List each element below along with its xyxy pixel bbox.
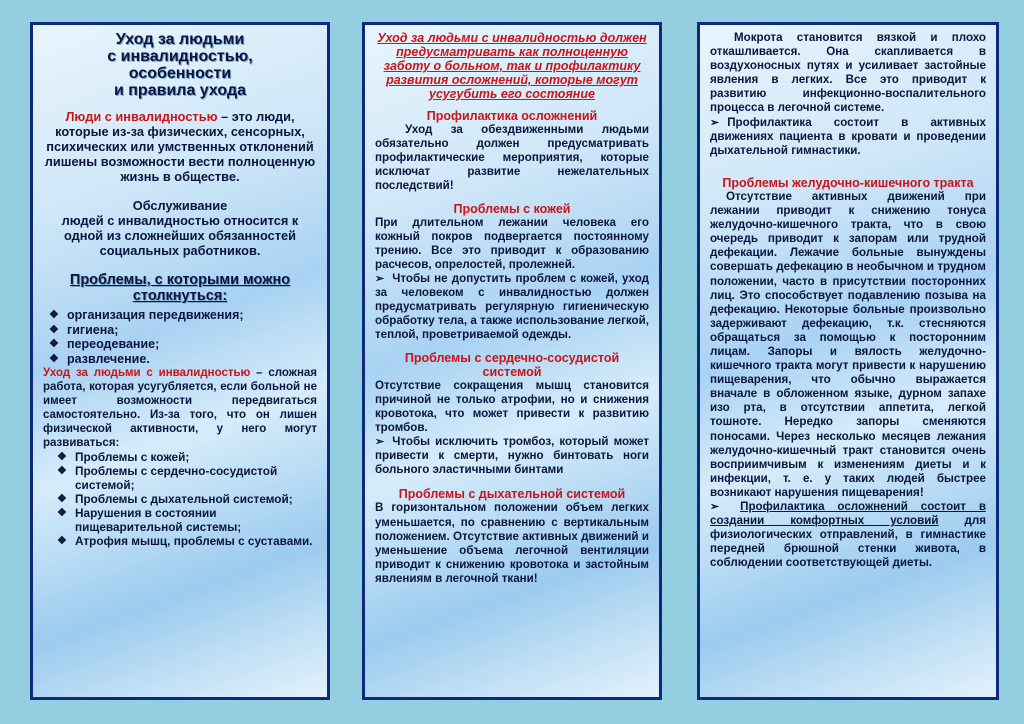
- intro-paragraph: [43, 109, 317, 184]
- panel-left: [30, 22, 330, 700]
- problems-heading: Проблемы, с которыми можно столкнуться:: [69, 272, 291, 304]
- list-item: ❖ развлечение.: [43, 352, 317, 367]
- section-text: Уход за обездвиженными людьми обязательно должен предусматривать профилактические мероприятия, которые исключат развитие нежелательных последствий!: [375, 123, 649, 193]
- service-paragraph: Обслуживание людей с инвалидностью относится к одной из сложнейших обязанностей социальных работников.: [61, 198, 299, 258]
- section-title: Проблемы с дыхательной системой: [398, 487, 626, 502]
- intro-highlight: Люди с инвалидностью: [65, 109, 218, 124]
- section-text: Отсутствие сокращения мышц становится причиной не только атрофии, но и снижения кровотока, что может привести к развитию тромбов.: [375, 378, 649, 434]
- panel-right: [697, 22, 999, 700]
- prevention-text: для физиологических отправлений, в гимнастике передней брюшной стенки живота, в соблюдении соответствующей диеты.: [710, 514, 986, 570]
- section-title: Проблемы с сердечно-сосудистой системой: [404, 350, 620, 379]
- prevention-highlight: Профилактика осложнений состоит в создании комфортных условий: [710, 500, 986, 528]
- lead-text: Уход за людьми с инвалидностью должен предусматривать как полноценную заботу о больном, так и профилактику развития осложнений, которые могут усугубить его состояние: [377, 31, 647, 101]
- section-title: Проблемы с кожей: [453, 201, 571, 216]
- care-paragraph: [43, 366, 317, 450]
- sputum-paragraph: Мокрота становится вязкой и плохо откашливается. Она скапливается в воздухоносных путях и усиливает застойные явления в легких. Все это приводит к развитию инфекционно-воспалительного процесса в легочной системе.: [710, 31, 986, 115]
- list-item: ❖ Проблемы с сердечно-сосудистой системой;: [43, 464, 317, 492]
- list-item: ❖ Проблемы с кожей;: [43, 450, 317, 464]
- section-bullet: ➢ Чтобы исключить тромбоз, который может привести к смерти, нужно бинтовать ноги больного эластичными бинтами: [375, 435, 649, 477]
- intro-text: – это люди, которые из-за физических, сенсорных, психических или умственных отклонений лишены возможности вести полноценную жизнь в обществе.: [44, 109, 316, 184]
- problems-list: [43, 308, 317, 366]
- list-item: ❖ гигиена;: [43, 323, 317, 338]
- list-item: ❖ Нарушения в состоянии пищеварительной системы;: [43, 506, 317, 534]
- section-title: Профилактика осложнений: [426, 109, 598, 123]
- list-item: ❖ Атрофия мышц, проблемы с суставами.: [43, 534, 317, 548]
- brochure-title: Уход за людьми с инвалидностью, особенности и правила ухода: [107, 31, 253, 99]
- care-highlight: Уход за людьми с инвалидностью: [43, 367, 251, 380]
- list-item: ❖ организация передвижения;: [43, 308, 317, 323]
- section-text: В горизонтальном положении объем легких уменьшается, по сравнению с вертикальным положением. Отсутствие активных движений и уменьшение объема легочной вентиляции приводит к снижению кровотока и застойным явлениям в легочной ткани!: [375, 501, 649, 585]
- list-item: ❖ Проблемы с дыхательной системой;: [43, 492, 317, 506]
- section-text: При длительном лежании человека его кожный покров подвергается постоянному трению. Все это приводит к образованию расчесов, опрелостей, пролежней.: [375, 215, 649, 271]
- section-title: Проблемы желудочно-кишечного тракта: [722, 175, 974, 190]
- care-text: – сложная работа, которая усугубляется, если больной не имеет возможности передвигаться самостоятельно. Из-за того, что он лишен физической активности, у него могут развиваться:: [43, 367, 317, 450]
- section-text: Отсутствие активных движений при лежании приводит к снижению тонуса желудочно-кишечного тракта, что в свою очередь приводит к запорам или трудной дефекации. Лежачие больные вынуждены совершать дефекацию в необычном и трудном положении, часто в присутствии посторонних лиц. Это способствует подавлению позыва на дефекацию. Некоторые больные произвольно задерживают дефекацию, т.к. стесняются обращаться за помощью к посторонним лицам. Запоры и вялость желудочно-кишечного тракта могут привести к нарушению пищеварения, что обычно выражается вначале в обложенном языке, дурном запахе изо рта, в отсутствии аппетита, легкой тошноте. Нередко запоры сменяются поносами. Через несколько месяцев лежания желудочно-кишечный тракт становится очень восприимчивым к изменениям диеты и к инфекции, т. е. у таких людей быстрее возникают нарушения пищеварения!: [710, 189, 986, 499]
- section-bullet: [710, 500, 986, 570]
- section-bullet: ➢ Профилактика состоит в активных движениях пациента в кровати и проведении дыхательной гимнастики.: [710, 116, 986, 158]
- conditions-list: [43, 450, 317, 548]
- section-bullet: ➢ Чтобы не допустить проблем с кожей, уход за человеком с инвалидностью должен предусматривать регулярную гигиеническую обработку тела, а также использование легкой, теплой, проветриваемой одежды.: [375, 272, 649, 342]
- list-item: ❖ переодевание;: [43, 337, 317, 352]
- panel-middle: [362, 22, 662, 700]
